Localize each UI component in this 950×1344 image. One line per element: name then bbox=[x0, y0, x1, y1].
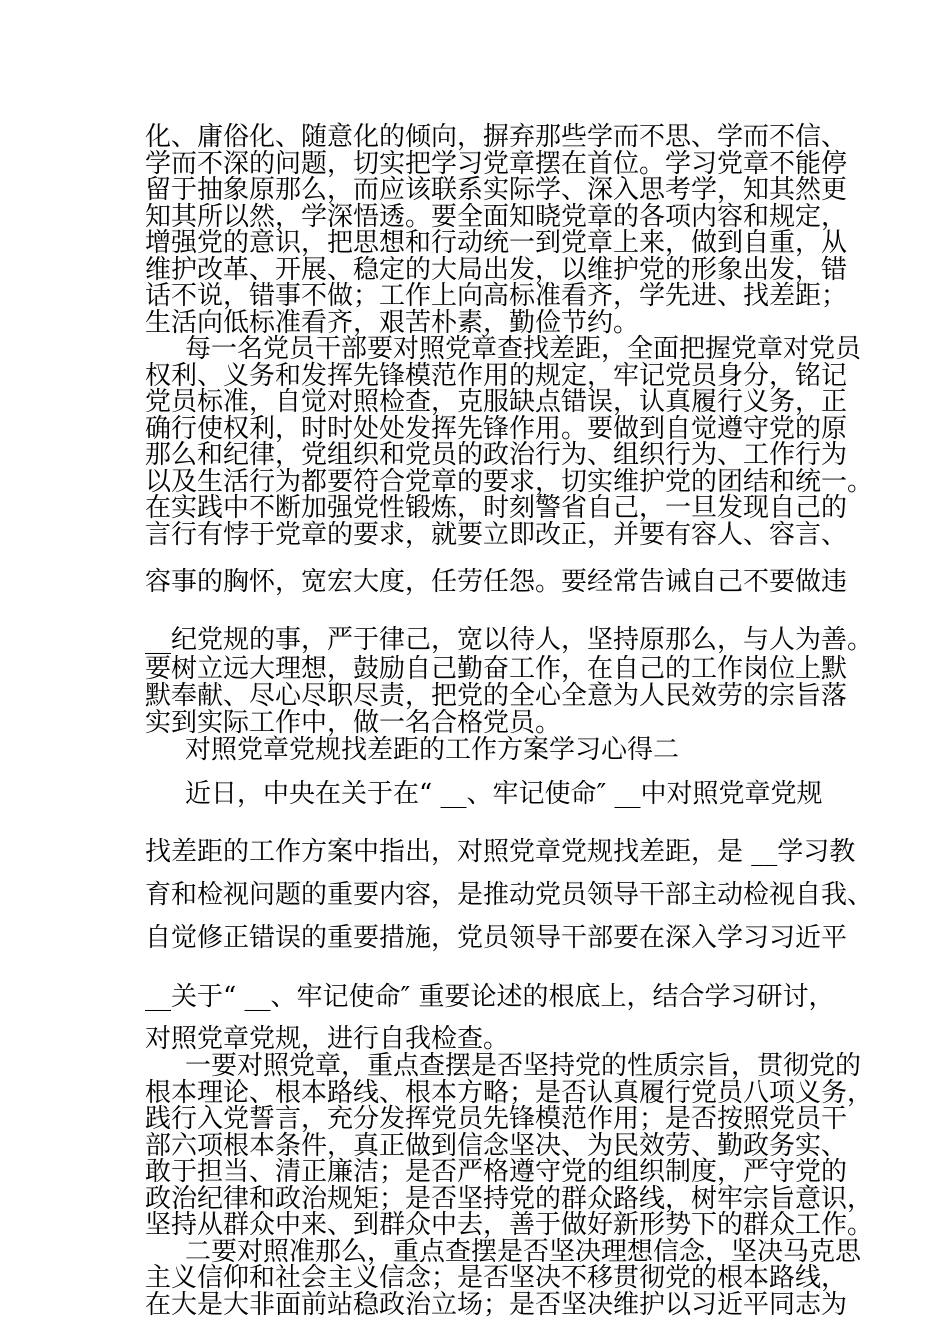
text-line: 学而不深的问题，切实把学习党章摆在首位。学习党章不能停 bbox=[145, 149, 848, 179]
text-line: 政治纪律和政治规矩；是否坚持党的群众路线，树牢宗旨意识， bbox=[145, 1184, 874, 1214]
paragraph-start-line: 二要对照准那么，重点查摆是否坚决理想信念，坚决马克思 bbox=[185, 1237, 862, 1267]
text-line: 实到实际工作中，做一名合格党员。 bbox=[145, 708, 562, 738]
text-line: 生活向低标准看齐，艰苦朴素，勤俭节约。 bbox=[145, 308, 640, 338]
text-line: 维护改革、开展、稳定的大局出发，以维护党的形象出发，错 bbox=[145, 255, 848, 285]
text-line: 自觉修正错误的重要措施，党员领导干部要在深入学习习近平 bbox=[145, 923, 848, 953]
text-line: 党员标准，自觉对照检查，克服缺点错误，认真履行义务，正 bbox=[145, 387, 848, 417]
text-line: 留于抽象原那么，而应该联系实际学、深入思考学，知其然更 bbox=[145, 175, 848, 205]
text-line: 敢于担当、清正廉洁；是否严格遵守党的组织制度，严守党的 bbox=[145, 1157, 848, 1187]
text-line: 育和检视问题的重要内容，是推动党员领导干部主动检视自我、 bbox=[145, 880, 874, 910]
text-line: 确行使权利，时时处处发挥先锋作用。要做到自觉遵守党的原 bbox=[145, 414, 848, 444]
text-line: 找差距的工作方案中指出，对照党章党规找差距，是 __学习教 bbox=[145, 837, 856, 867]
text-line: 那么和纪律，党组织和党员的政治行为、组织行为、工作行为 bbox=[145, 440, 848, 470]
text-line: 践行入党誓言，充分发挥党员先锋模范作用；是否按照党员干 bbox=[145, 1104, 848, 1134]
text-line: __关于“ __、牢记使命″ 重要论述的根底上，结合学习研讨， bbox=[145, 982, 835, 1012]
text-line: 主义信仰和社会主义信念；是否坚决不移贯彻党的根本路线， bbox=[145, 1263, 848, 1293]
text-line: 增强党的意识，把思想和行动统一到党章上来，做到自重，从 bbox=[145, 228, 848, 258]
text-line: 在大是大非面前站稳政治立场；是否坚决维护以习近平同志为 bbox=[145, 1290, 848, 1320]
text-line: 默奉献、尽心尽职尽责，把党的全心全意为人民效劳的宗旨落 bbox=[145, 681, 848, 711]
text-line: 根本理论、根本路线、根本方略；是否认真履行党员八项义务， bbox=[145, 1078, 874, 1108]
section-heading: 对照党章党规找差距的工作方案学习心得二 bbox=[185, 735, 680, 765]
paragraph-start-line: 一要对照党章，重点查摆是否坚持党的性质宗旨，贯彻党的 bbox=[185, 1051, 862, 1081]
text-line: 坚持从群众中来、到群众中去，善于做好新形势下的群众工作。 bbox=[145, 1210, 874, 1240]
text-line: 知其所以然，学深悟透。要全面知晓党章的各项内容和规定， bbox=[145, 202, 848, 232]
text-line: 化、庸俗化、随意化的倾向，摒弃那些学而不思、学而不信、 bbox=[145, 122, 848, 152]
text-line: 话不说，错事不做；工作上向高标准看齐，学先进、找差距； bbox=[145, 281, 848, 311]
paragraph-start-line: 近日，中央在关于在“ __、牢记使命″ __中对照党章党规 bbox=[185, 779, 823, 809]
paragraph-start-line: 每一名党员干部要对照党章查找差距，全面把握党章对党员 bbox=[185, 334, 862, 364]
text-line: 权利、义务和发挥先锋模范作用的规定，牢记党员身分，铭记 bbox=[145, 361, 848, 391]
text-line: 在实践中不断加强党性锻炼，时刻警省自己，一旦发现自己的 bbox=[145, 493, 848, 523]
text-line: 言行有悖于党章的要求，就要立即改正，并要有容人、容言、 bbox=[145, 520, 848, 550]
text-line: 要树立远大理想，鼓励自己勤奋工作，在自己的工作岗位上默 bbox=[145, 654, 848, 684]
text-line: 对照党章党规，进行自我检查。 bbox=[145, 1024, 510, 1054]
text-line: __纪党规的事，严于律己，宽以待人，坚持原那么，与人为善。 bbox=[145, 625, 874, 655]
text-line: 部六项根本条件，真正做到信念坚决、为民效劳、勤政务实、 bbox=[145, 1131, 848, 1161]
text-line: 以及生活行为都要符合党章的要求，切实维护党的团结和统一。 bbox=[145, 467, 874, 497]
text-line: 容事的胸怀，宽宏大度，任劳任怨。要经常告诫自己不要做违 bbox=[145, 567, 848, 597]
